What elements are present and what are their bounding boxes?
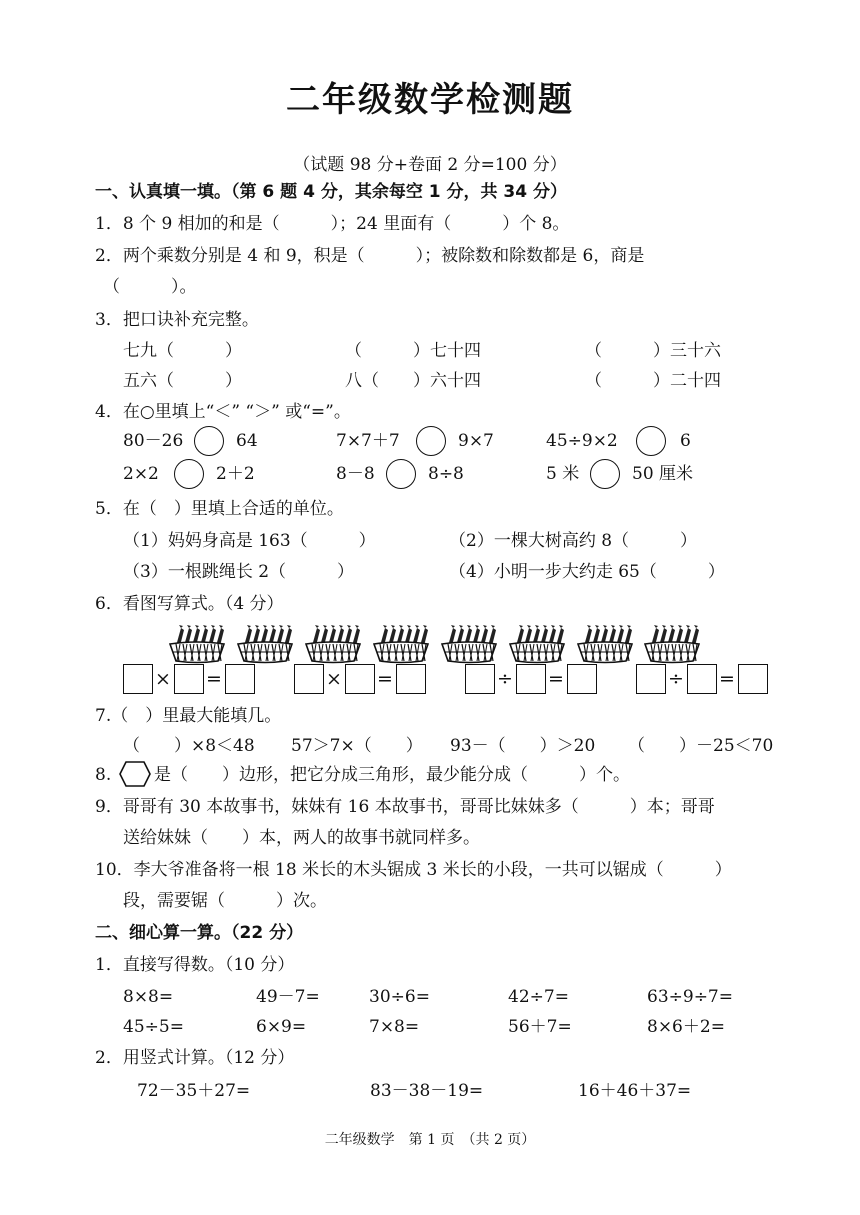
operator-symbol: = [206,668,222,690]
compare-right: 50 厘米 [632,464,694,484]
q7-item: 93－（ ）＞20 [450,736,596,756]
q3-item: （ ）三十六 [585,341,721,361]
question-1-7: 7.（ ）里最大能填几。 [95,706,282,726]
fish-basket-icon [643,624,701,664]
answer-box[interactable] [396,664,426,694]
q3-item: （ ）二十四 [585,371,721,391]
q7-item: 57＞7×（ ） [291,736,423,756]
mental-calc-item: 56＋7= [508,1017,572,1037]
question-2-1: 1．直接写得数。（10 分） [95,955,295,975]
question-1-9-line2: 送给妹妹（ ）本，两人的故事书就同样多。 [123,828,480,848]
compare-right: 6 [680,431,691,451]
operator-symbol: × [155,668,171,690]
fish-basket-icon [576,624,634,664]
compare-circle[interactable] [416,426,446,456]
mental-calc-item: 63÷9÷7= [647,987,733,1007]
q5-item: （4）小明一步大约走 65（ ） [449,562,725,582]
hexagon-icon [118,760,152,788]
question-1-6: 6．看图写算式。（4 分） [95,594,284,614]
mental-calc-item: 45÷5= [123,1017,184,1037]
question-1-9-line1: 9．哥哥有 30 本故事书，妹妹有 16 本故事书，哥哥比妹妹多（ ）本；哥哥 [95,797,715,817]
compare-left: 5 米 [546,464,580,484]
mental-calc-item: 30÷6= [369,987,430,1007]
fish-basket-icon [168,624,226,664]
answer-box[interactable] [345,664,375,694]
question-1-5: 5．在（ ）里填上合适的单位。 [95,499,344,519]
fish-basket-icon [508,624,566,664]
answer-box[interactable] [687,664,717,694]
vertical-calc-item: 16＋46＋37= [578,1081,692,1101]
compare-right: 64 [236,431,258,451]
vertical-calc-item: 72－35＋27= [137,1081,251,1101]
q3-item: 七九（ ） [123,341,242,361]
question-1-4: 4．在○里填上“＜” “＞” 或“=”。 [95,402,351,422]
fish-basket-icon [304,624,362,664]
page-title: 二年级数学检测题 [286,80,574,120]
compare-left: 80－26 [123,431,184,451]
vertical-calc-item: 83－38－19= [370,1081,484,1101]
question-1-8: 是（ ）边形，把它分成三角形，最少能分成（ ）个。 [154,765,630,785]
compare-right: 9×7 [458,431,494,451]
compare-right: 2＋2 [216,464,255,484]
mental-calc-item: 8×8= [123,987,174,1007]
question-2-2: 2．用竖式计算。（12 分） [95,1048,295,1068]
q7-item: （ ）－25＜70 [628,736,774,756]
question-1-1: 1．8 个 9 相加的和是（ ）；24 里面有（ ）个 8。 [95,214,570,234]
operator-symbol: ÷ [668,668,684,690]
mental-calc-item: 7×8= [369,1017,420,1037]
compare-left: 8－8 [336,464,375,484]
question-1-2-line2: （ ）。 [103,277,197,297]
fish-basket-icon [372,624,430,664]
answer-box[interactable] [516,664,546,694]
compare-left: 45÷9×2 [546,431,618,451]
operator-symbol: = [548,668,564,690]
mental-calc-item: 8×6＋2= [647,1017,725,1037]
fish-basket-icon [440,624,498,664]
answer-box[interactable] [738,664,768,694]
operator-symbol: = [719,668,735,690]
compare-circle[interactable] [590,459,620,489]
answer-box[interactable] [174,664,204,694]
section-1-header: 一、认真填一填。（第 6 题 4 分，其余每空 1 分，共 34 分） [95,182,567,202]
q3-item: 五六（ ） [123,371,242,391]
compare-circle[interactable] [636,426,666,456]
question-1-10-line1: 10．李大爷准备将一根 18 米长的木头锯成 3 米长的小段，一共可以锯成（ ） [95,860,732,880]
operator-symbol: × [326,668,342,690]
answer-box[interactable] [636,664,666,694]
compare-circle[interactable] [174,459,204,489]
page-footer: 二年级数学 第 1 页 （共 2 页） [324,1132,536,1148]
q5-item: （2）一棵大树高约 8（ ） [449,531,698,551]
mental-calc-item: 42÷7= [508,987,569,1007]
compare-left: 2×2 [123,464,159,484]
mental-calc-item: 49－7= [256,987,320,1007]
compare-left: 7×7＋7 [336,431,400,451]
question-1-3: 3．把口诀补充完整。 [95,310,259,330]
question-1-8-number: 8. [95,765,112,785]
operator-symbol: ÷ [497,668,513,690]
q7-item: （ ）×8＜48 [123,736,255,756]
answer-box[interactable] [294,664,324,694]
question-1-10-line2: 段，需要锯（ ）次。 [123,891,327,911]
question-1-2-line1: 2．两个乘数分别是 4 和 9，积是（ ）；被除数和除数都是 6，商是 [95,246,645,266]
score-note: （试题 98 分+卷面 2 分=100 分） [293,155,567,175]
compare-circle[interactable] [194,426,224,456]
answer-box[interactable] [465,664,495,694]
answer-box[interactable] [123,664,153,694]
mental-calc-item: 6×9= [256,1017,307,1037]
operator-symbol: = [377,668,393,690]
answer-box[interactable] [225,664,255,694]
q5-item: （3）一根跳绳长 2（ ） [123,562,355,582]
fish-basket-icon [236,624,294,664]
q5-item: （1）妈妈身高是 163（ ） [123,531,376,551]
compare-circle[interactable] [386,459,416,489]
compare-right: 8÷8 [428,464,464,484]
q3-item: 八（ ）六十四 [345,371,481,391]
q3-item: （ ）七十四 [345,341,481,361]
section-2-header: 二、细心算一算。（22 分） [95,923,304,943]
answer-box[interactable] [567,664,597,694]
